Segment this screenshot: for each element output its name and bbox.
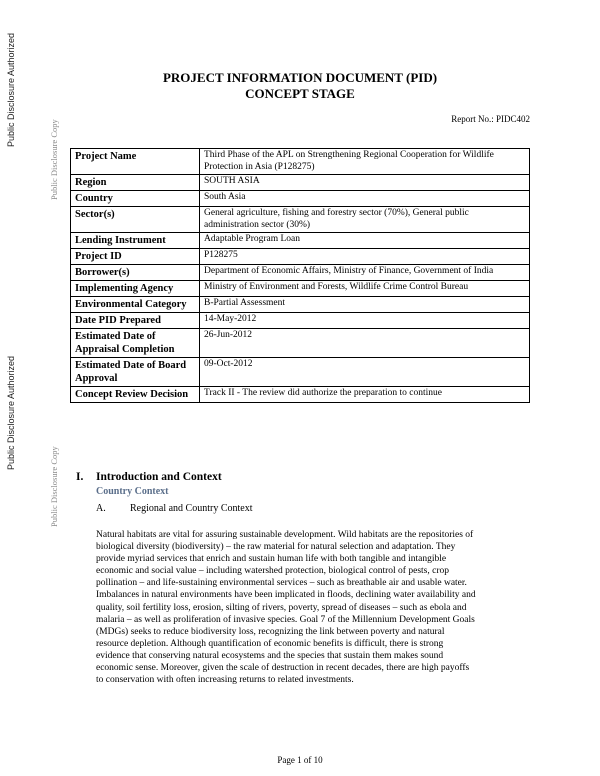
- paragraph-line: pollination – and life-sustaining environmental services – such as breathable air and usable water.: [96, 578, 467, 589]
- table-row: [71, 329, 530, 358]
- row-value: P128275: [200, 249, 530, 265]
- paragraph-line: economic sense. Moreover, given the scale of destruction in recent decades, there are high payoffs: [96, 663, 470, 674]
- table-row: [71, 207, 530, 233]
- row-value: South Asia: [200, 191, 530, 207]
- row-label: Environmental Category: [71, 297, 200, 313]
- row-label: Country: [71, 191, 200, 207]
- paragraph-line: malaria – as well as proliferation of invasive species. Goal 7 of the Millennium Development Goals: [96, 614, 475, 625]
- report-number: Report No.: PIDC402: [451, 114, 530, 124]
- side-label-authorized-bottom: Public Disclosure Authorized: [6, 355, 16, 470]
- row-label: Concept Review Decision: [71, 387, 200, 403]
- table-row: [71, 313, 530, 329]
- table-row: [71, 358, 530, 387]
- row-label: Lending Instrument: [71, 233, 200, 249]
- row-value: Third Phase of the APL on Strengthening Regional Cooperation for Wildlife Protection in Asia (P128275): [200, 149, 530, 175]
- paragraph-line: evidence that conserving natural ecosystems and the species that sustain them makes sound: [96, 650, 444, 661]
- row-label: Sector(s): [71, 207, 200, 233]
- row-label: Project Name: [71, 149, 200, 175]
- table-row: [71, 387, 530, 403]
- table-row: [71, 233, 530, 249]
- section-title: Introduction and Context: [96, 471, 222, 483]
- paragraph-line: economic and social value – including watershed protection, biological control of pests, crop: [96, 566, 449, 577]
- row-value: SOUTH ASIA: [200, 175, 530, 191]
- table-row: [71, 191, 530, 207]
- row-value: Ministry of Environment and Forests, Wildlife Crime Control Bureau: [200, 281, 530, 297]
- paragraph-line: resource depletion. Although quantification of economic benefits is difficult, there is strong: [96, 638, 444, 649]
- table-row: [71, 175, 530, 191]
- row-value: Track II - The review did authorize the preparation to continue: [200, 387, 530, 403]
- document-subtitle: CONCEPT STAGE: [245, 86, 355, 101]
- row-value: 14-May-2012: [200, 313, 530, 329]
- paragraph-line: biological diversity (biodiversity) – the raw material for natural selection and adaptation. They: [96, 542, 456, 553]
- paragraph-line: to conservation with often increasing returns to related investments.: [96, 675, 354, 686]
- row-label: Implementing Agency: [71, 281, 200, 297]
- row-value: B-Partial Assessment: [200, 297, 530, 313]
- paragraph-line: Imbalances in natural environments have been implicated in floods, declining water availability and: [96, 590, 476, 601]
- document-title: PROJECT INFORMATION DOCUMENT (PID): [162, 70, 438, 85]
- project-info-table: [70, 148, 530, 403]
- row-value: Adaptable Program Loan: [200, 233, 530, 249]
- paragraph-line: (MDGs) seeks to reduce biodiversity loss, recognizing the link between poverty and natural: [96, 626, 445, 637]
- table-row: [71, 297, 530, 313]
- section-heading: [76, 471, 222, 483]
- subsection-heading: Country Context: [96, 486, 169, 497]
- paragraph-line: quality, soil fertility loss, erosion, silting of rivers, poverty, spread of diseases – such as ebola and: [96, 602, 467, 613]
- table-row: [71, 281, 530, 297]
- table-row: [71, 265, 530, 281]
- row-label: Project ID: [71, 249, 200, 265]
- row-label: Region: [71, 175, 200, 191]
- row-label: Borrower(s): [71, 265, 200, 281]
- section-number: I.: [76, 471, 84, 483]
- row-label: Date PID Prepared: [71, 313, 200, 329]
- row-label: Estimated Date of Appraisal Completion: [71, 329, 200, 358]
- table-row: [71, 249, 530, 265]
- subsection-letter: A.: [96, 503, 106, 514]
- row-value: Department of Economic Affairs, Ministry of Finance, Government of India: [200, 265, 530, 281]
- paragraph-line: Natural habitats are vital for assuring sustainable development. Wild habitats are the repositories of: [96, 530, 474, 540]
- body-paragraph: [96, 529, 534, 686]
- row-value: 09-Oct-2012: [200, 358, 530, 387]
- side-label-copy-bottom: Public Disclosure Copy: [49, 446, 59, 527]
- side-label-authorized-top: Public Disclosure Authorized: [6, 32, 16, 147]
- side-label-copy-top: Public Disclosure Copy: [49, 119, 59, 200]
- page-number: Page 1 of 10: [277, 755, 323, 765]
- subsection-title: Regional and Country Context: [130, 503, 253, 514]
- paragraph-line: provide myriad services that enrich and sustain human life with both tangible and intangible: [96, 554, 447, 565]
- row-label: Estimated Date of Board Approval: [71, 358, 200, 387]
- table-row: [71, 149, 530, 175]
- subsection-item: [96, 503, 253, 514]
- row-value: General agriculture, fishing and forestry sector (70%), General public administration sector (30%): [200, 207, 530, 233]
- row-value: 26-Jun-2012: [200, 329, 530, 358]
